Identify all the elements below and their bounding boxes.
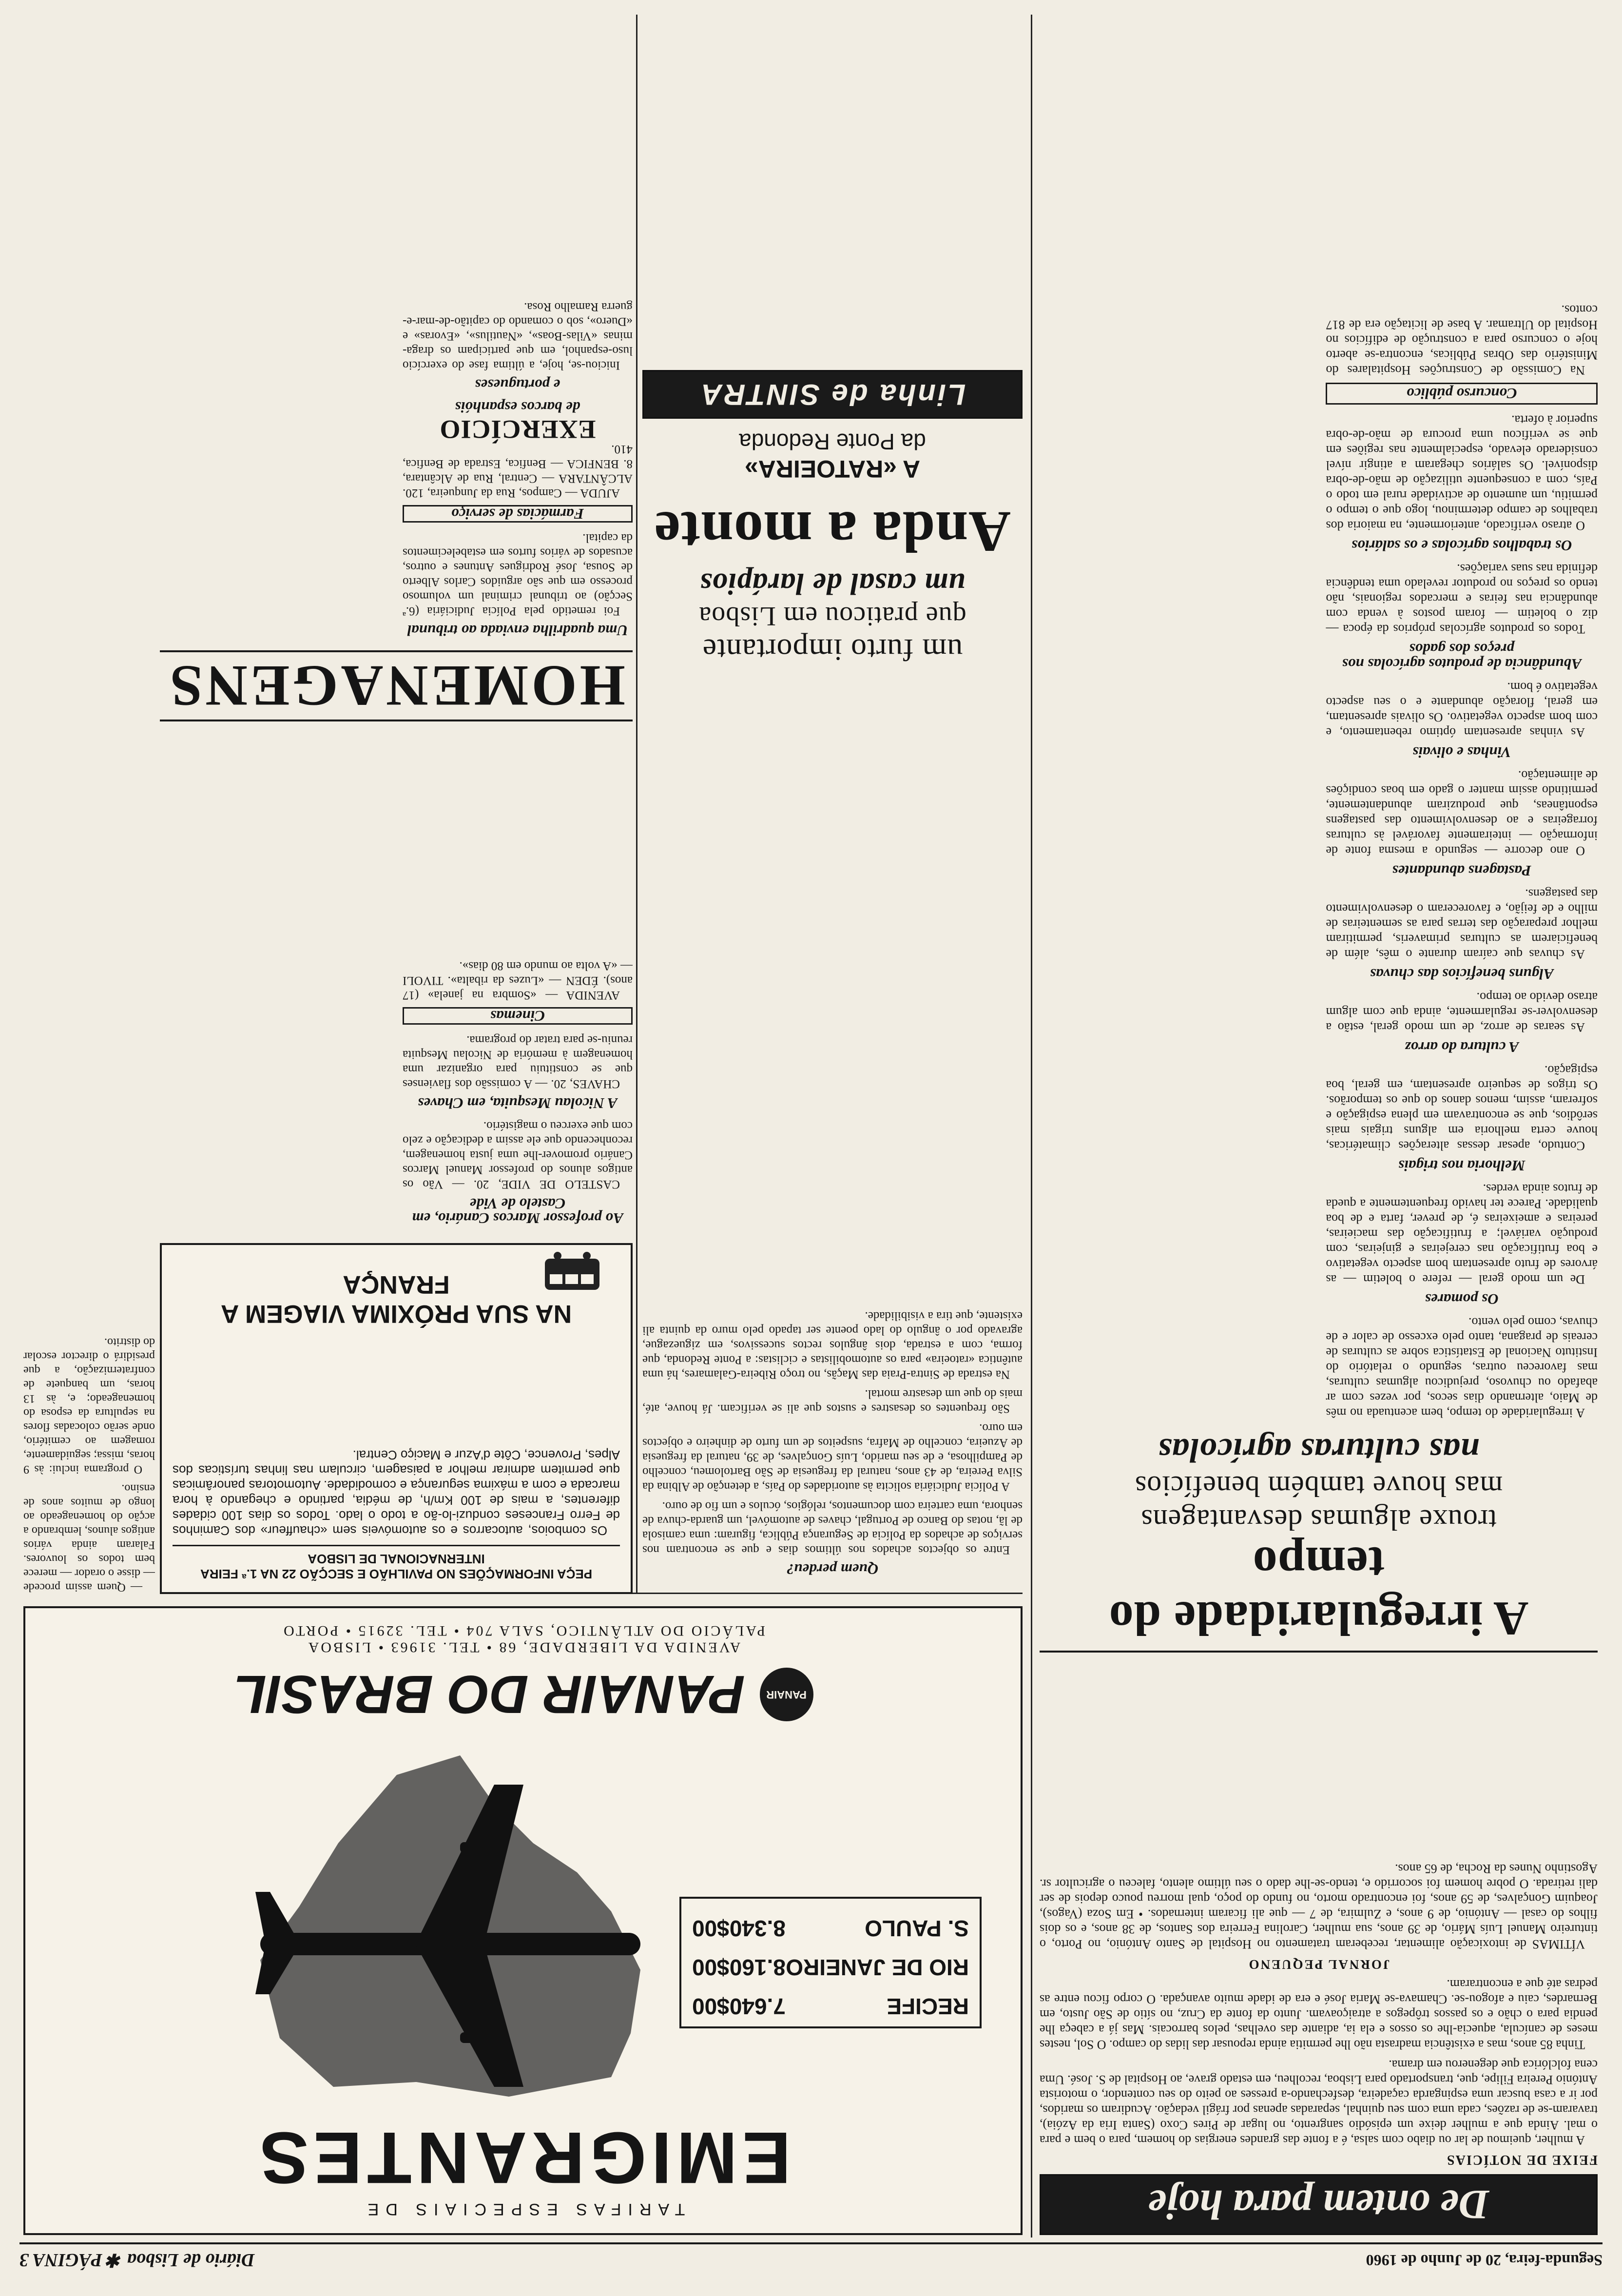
masthead-date: Segunda-feira, 20 de Junho de 1960 <box>1366 2252 1603 2270</box>
panair-badge-text: PANAIR <box>766 1689 807 1701</box>
article-paragraph: Todos os produtos agrícolas próprios da época — diz o boletim — foram postos à venda com abundância nas feiras e mercados regionais, não tendo os preços no produtor revelado uma tendência definida nas suas variações. <box>1326 562 1598 636</box>
panair-address <box>46 1622 1001 1655</box>
weather-headline: A irregularidade do tempo <box>1040 1537 1598 1653</box>
article-paragraph: A Polícia Judiciária solicita às autoridades do País, a detenção de Albina da Silva Pereira, de 43 anos, natural da freguesia de São Bartolomeu, concelho de Pampilhosa, e de seu marido, Luís Gonçalves, de 39, natural da freguesia de Azueira, concelho de Mafra, suspeitos de um furto de dinheiro e objectos em ouro. <box>642 1421 1023 1493</box>
column-rule <box>636 15 637 1594</box>
news-item: A mulher, queimou de lar ou diabo com salsa, é a fonte das grandes energias do homem, para o bem e para o mal. Ainda que a mulher deixe um episódio sangrento, no lugar de Pires Coxo (Santa Iria da Azóia), travaram-se de razões, cada uma com seu quinhal, separadas apenas por frágil vedação. Acudiram os maridos, por ir a casa buscar uma espingarda caçadeira, desfechando-a presses ao peito do seu contendor, o motorista António Pereira Filipe, que, transportado para Lisboa, recolheu, em estado grave, ao Hospital de S. José. Uma cena folclórica que degenerou em drama. <box>1040 2058 1598 2147</box>
subheading: Os pomares <box>1425 1291 1499 1308</box>
sintra-and-theft-section <box>642 15 1023 1584</box>
exercicio-text <box>160 153 633 645</box>
subheading: Quem perdeu? <box>786 1561 879 1578</box>
news-item: Tinha 85 anos, mas a existência madrasta não lhe permitia ainda repousar das lidas do campo. O Sol, nestes meses de canícula, aquecia-lhe os ossos e ela ia, adiante das ovelhas, pelos barrocais. Mas já a cabeça lhe pendia para o chão e os passos trôpegos a atraiçoavam. Junto da fonte da Cruz, no sítio de São Justo, em Bernardes, caiu e afogou-se. Chamava-se Maria José e era de idade muito avançada. O corpo ficou entre as pedras até que a encontraram. <box>1040 1977 1598 2052</box>
fare-table <box>679 1897 982 2028</box>
train-icon <box>543 1251 601 1295</box>
ratoeira-title: A «RATOEIRA» <box>744 455 921 483</box>
subheading: Concurso público <box>1326 383 1598 405</box>
page-label: PÁGINA 3 <box>19 2250 102 2271</box>
news-digest-kicker: FEIXE DE NOTÍCIAS <box>1446 2152 1598 2167</box>
fare-row <box>692 1954 969 1981</box>
theft-headline: Anda a monte <box>654 500 1011 564</box>
article-paragraph: CHAVES, 20. — A comissão dos flavienses que se constituiu para organizar uma homenagem à memória de Nicolau Mesquita reuniu-se para tratar do programa. <box>403 1033 633 1090</box>
news-digest-banner: De ontem para hoje <box>1040 2174 1598 2235</box>
panair-brand-row <box>46 1663 1001 1726</box>
subheading: A cultura do arroz <box>1405 1039 1519 1056</box>
article-paragraph: Na estrada de Sintra-Praia das Maçãs, no troço Ribeira-Galamares, há uma autêntica «ratoeira» para os automobilistas e ciclistas: a Ponte Redonda, que forma, com a estrada, dois ângulos rectos sucessivos, em ziguezague, agravado por o ângulo do lado poente ser tapado pelo muro da quinta ali existente, que tira a visibilidade. <box>642 1309 1023 1381</box>
article-paragraph: As chuvas que caíram durante o mês, além de beneficiarem as culturas primaveris, permitiram melhor preparação das terras para as sementeiras de milho e de feijão, e favoreceram o desenvolvimento das pastagens. <box>1326 887 1598 961</box>
jornal-pequeno-kicker: JORNAL PEQUENO <box>1247 1957 1390 1972</box>
weather-body <box>1040 0 1598 1420</box>
article-paragraph: — Quem assim procede — disse o orador — merece bem todos os louvores. Falaram ainda vários antigos alunos, lembrando a acção do homenageado ao longo de muitos anos de ensino. <box>23 1482 155 1594</box>
cinema-listing: AVENIDA — «Sombra na janela» (17 anos). ÉDEN — «Luzes da ribalta». TIVOLI — «A volta ao mundo em 80 dias». <box>403 959 633 1002</box>
pharmacy-listing: AJUDA — Campos, Rua da Junqueira, 120. ALCÂNTARA — Central, Rua de Alcântara, 8. BENFICA — Benfica, Estrada de Benfica, 410. <box>403 443 633 500</box>
subheading: A Nicolau Mesquita, em Chaves <box>418 1095 618 1112</box>
france-advert-title: NA SUA PRÓXIMA VIAGEM A FRANÇA <box>220 1270 572 1328</box>
masthead <box>19 2242 1603 2277</box>
theft-deck: que praticou em Lisboa <box>698 601 966 631</box>
news-item: VÍTIMAS de intoxicação alimentar, receberam tratamento no Hospital de Santo António, no Porto, o tintureiro Manuel Luís Mário, de 39 anos, sua mulher, Carolina Ferreira dos Santos, de 38 anos, e os dois filhos do casal — António, de 9 anos, e Zulmira, de 7 — que ali ficaram internados. • Em Soza (Vagos), Joaquim Gonçalves, de 59 anos, foi encontrado morto, no fundo do poço, qual morreu pouco depois de ser dali retirada. O pobre homem foi socorrido e, tendo-se-lhe dado o seu último alento, faleceu o agricultor sr. Agostinho Nunes da Rocha, de 65 anos. <box>1040 1862 1598 1951</box>
news-digest-text <box>1040 1660 1598 2148</box>
subheading: Pastagens abundantes <box>1392 862 1531 879</box>
homenagens-banner: HOMENAGENS <box>160 650 633 721</box>
panair-advert <box>23 1606 1023 2235</box>
subheading: Vinhas e olivais <box>1412 744 1511 761</box>
subheading: Os trabalhos agrícolas e os salários <box>1352 537 1572 554</box>
france-advert-body-box <box>173 1333 620 1538</box>
weather-deck: mas houve também benefícios <box>1134 1470 1503 1502</box>
article-paragraph: Entre os objectos achados nos últimos dias e que se encontram nos serviços de achados da Polícia de Segurança Pública, figuram: uma camisola de lã, notas do Banco de Portugal, chaves de automóvel, um guarda-chuva de senhora, uma carteira com documentos, relógios, óculos e um fio de ouro. <box>642 1499 1023 1557</box>
agriculture-continuation <box>23 15 155 1594</box>
fare-price: 8.340$00 <box>692 1916 786 1941</box>
weather-deck: nas culturas agrícolas <box>1158 1431 1480 1469</box>
pharmacy-heading: Farmácias de serviço <box>403 505 633 523</box>
article-paragraph: A irregularidade do tempo, bem acentuada no mês de Maio, alternando dias secos, por vezes com ar abafado ou chuvoso, prejudicou algumas culturas, mas favoreceu outras, segundo o relatório do Instituto Nacional de Estatística sobre as culturas de cereais de pragana, tanto pelo excesso de calor e de chuvas, como pelo vento. <box>1326 1315 1598 1420</box>
cinema-heading: Cinemas <box>403 1007 633 1025</box>
ratoeira-subtitle: da Ponte Redonda <box>739 429 926 454</box>
weather-deck: trouxe algumas desvantagens <box>1140 1504 1497 1536</box>
article-paragraph: São frequentes os desastres e sustos que ali se verificam. Já houve, até, mais do que um desastre mortal. <box>642 1387 1023 1415</box>
star-icon: ✱ <box>102 2250 123 2271</box>
fare-city: RIO DE JANEIRO <box>786 1955 969 1980</box>
subheading: Melhoria nos trigais <box>1398 1157 1525 1174</box>
exercicio-deck: de barcos espanhóis <box>455 399 580 416</box>
paper-name: Diário de Lisboa <box>127 2250 255 2271</box>
france-advert-footer: PEÇA INFORMAÇÕES NO PAVILHÃO E SECÇÃO 22 NA 1.ª FEIRA INTERNACIONAL DE LISBOA <box>173 1545 620 1581</box>
fare-city: RECIFE <box>887 1994 969 2019</box>
homenagens-text <box>160 726 633 1233</box>
exercicio-banner: EXERCÍCIO <box>439 415 596 444</box>
panair-badge-icon <box>760 1668 813 1721</box>
theft-deck: um furto importante <box>702 633 963 667</box>
article-paragraph: CASTELO DE VIDE, 20. — Vão os antigos alunos do professor Manuel Marcos Canário promover-lhe uma justa homenagem, reconhecendo que ele assim a dedicação e zelo com que exerceu o magistério. <box>403 1119 633 1191</box>
article-paragraph: Na Comissão de Construções Hospitalares do Ministério das Obras Públicas, encontra-se aberto hoje o concurso para a construção de edifícios no Hospital do Ultramar. A base de licitação era de 817 contos. <box>1326 303 1598 377</box>
article-paragraph: Iniciou-se, hoje, a última fase do exercício luso-espanhol, em que participam os draga-minas «Vilas-Boas», «Nautilus», «Evoras» e «Duero», sob o comando do capitão-de-mar-e-guerra Ramalho Rosa. <box>403 300 633 372</box>
panair-address-line: AVENIDA DA LIBERDADE, 68 • TEL. 31963 • LISBOA <box>306 1639 741 1655</box>
theft-deck: um casal de larápios <box>699 567 965 600</box>
fare-row <box>692 1915 969 1942</box>
column-rule <box>1031 15 1032 2238</box>
exercicio-deck: e portugueses <box>475 376 560 393</box>
article-paragraph: Contudo, apesar dessas alterações climatéricas, houve certa melhoria em alguns trigais mais serôdios, que se encontravam em plena espigação e sofreram, assim, menos danos do que os temporãos. Os trigos de sequeiro apresentam, em geral, boa espigação. <box>1326 1063 1598 1153</box>
news-digest-section <box>1040 1665 1598 2235</box>
article-paragraph: O atraso verificado, anteriormente, na maioria dos trabalhos de campo determinou, logo que o tempo o permitiu, um aumento de actividade rural em todo o País, com a consequente utilização de mão-de-obra disponível. Os salários chegaram a atingir nível considerado elevado, especialmente nas regiões em que se verificou uma procura de mão-de-obra superior à oferta. <box>1326 413 1598 533</box>
fare-row <box>692 1993 969 2020</box>
ratoeira-kicker <box>642 428 1023 483</box>
subheading: Abundância de produtos agrícolas nos preços dos gados <box>1342 641 1582 673</box>
linha-de-sintra-bar: Linha de SINTRA <box>642 370 1023 419</box>
panair-top-line: TARIFAS ESPECIAIS DE <box>361 2200 685 2218</box>
article-paragraph: Foi remetido pela Polícia Judiciária (6.ª Secção) ao tribunal criminal um volumoso processo em que são arguidos Carlos Alberto de Sousa, José Rodrigues Antunes e outros, acusados de vários furtos em estabelecimentos da capital. <box>403 531 633 618</box>
france-travel-advert <box>160 1243 633 1594</box>
panair-brand: PANAIR DO BRASIL <box>233 1664 745 1725</box>
fare-price: 8.160$00 <box>692 1955 786 1980</box>
article-paragraph: As vinhas apresentam óptimo rebentamento, e com bom aspecto vegetativo. Os olivais apresentam, em geral, floração abundante e o seu aspecto vegetativo é bom. <box>1326 680 1598 739</box>
france-advert-body: Os comboios, autocarros e os automóveis sem «chauffeur» dos Caminhos de Ferro Franceses conduzi-lo-ão a todo o lado. Todos os dias 100 cidades diferentes, a mais de 100 Km/h, de média, partindo e chegando à hora marcada e com a máxima segurança e comodidade. Automotoras panorâmicas que permitem admirar melhor a paisagem, circulam nas linhas turísticas dos Alpes, Provence, Côte d'Azur e Maciço Central. <box>173 1448 620 1538</box>
article-paragraph: De um modo geral — refere o boletim — as árvores de fruto apresentam bom aspecto vegetativo e boa frutificação nas cerejeiras e ginjeiras, com produção variável; a frutificação das macieiras, pereiras e ameixeiras é, de prever, farta e de boa qualidade. Parece ter havido frequentemente a queda de frutos ainda verdes. <box>1326 1182 1598 1286</box>
article-paragraph: O ano decorre — segundo a mesma fonte de informação — inteiramente favorável às culturas forrageiras e ao desenvolvimento das pastagens espontâneas, que produziram abundantemente, permitindo assim manter o gado em boas condições de alimentação. <box>1326 768 1598 858</box>
homenagens-section <box>160 15 633 1233</box>
brazil-map-illustration <box>241 1736 670 2116</box>
subheading: Ao professor Marcos Canário, em Castelo de Vide <box>412 1195 623 1227</box>
article-paragraph: O programa inclui: às 9 horas, missa; seguidamente, romagem ao cemitério, onde serão colocadas flores na sepultura da esposa do homenageado; e, às 13 horas, um banquete de confraternização, a que presidirá o director escolar do distrito. <box>23 1336 155 1476</box>
subheading: Alguns benefícios das chuvas <box>1370 966 1554 983</box>
article-paragraph: As searas de arroz, de um modo geral, estão a desenvolver-se regularmente, ainda que com algum atraso devido ao tempo. <box>1326 990 1598 1034</box>
fare-price: 7.640$00 <box>692 1994 786 2019</box>
panair-address-line: PALÁCIO DO ATLÂNTICO, SALA 704 • TEL. 32915 • PORTO <box>282 1623 765 1639</box>
quem-perdeu-text <box>642 668 1023 1584</box>
panair-title: EMIGRANTES <box>254 2117 792 2199</box>
masthead-paper-name <box>19 2250 255 2272</box>
weather-article <box>1040 15 1598 1653</box>
subheading: Uma quadrilha enviada ao tribunal <box>407 622 628 639</box>
fare-city: S. PAULO <box>865 1916 969 1941</box>
